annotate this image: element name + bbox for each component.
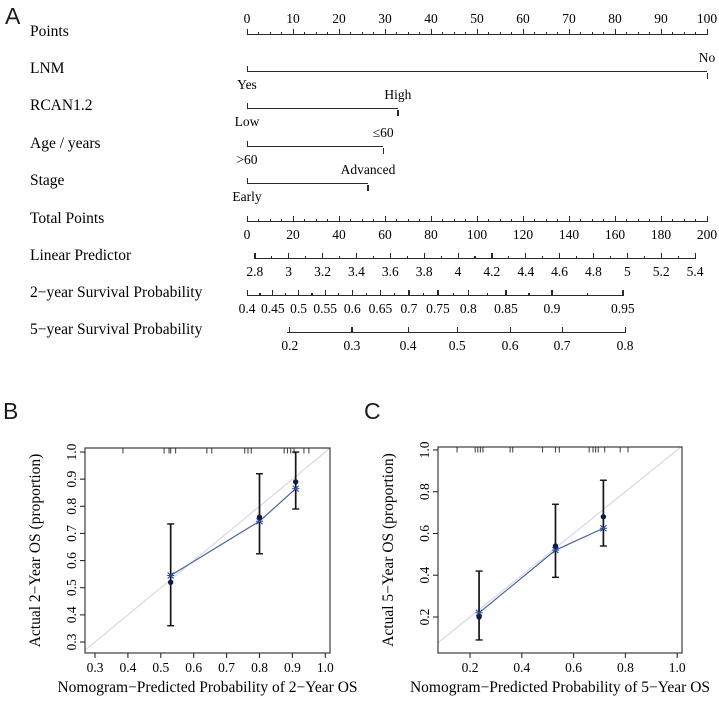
observed-dot-calibration-2yr [257,514,262,519]
minor-tick-2-year-survival-probability [259,293,260,296]
minor-tick-2-year-survival-probability [528,293,529,296]
minor-tick-linear-predictor [407,256,408,259]
row-label-rcan1-2: RCAN1.2 [30,97,93,114]
minor-tick-total-points [281,219,282,222]
tick-label-total-points: 200 [696,227,718,242]
x-tick-label-calibration-5yr: 0.8 [616,660,634,675]
minor-tick-linear-predictor [610,256,611,259]
major-tick-linear-predictor [424,253,425,259]
minor-tick-points [684,32,685,35]
major-tick-total-points [707,216,708,222]
panel-c-label: C [364,398,381,424]
y-tick-label-calibration-5yr: 1.0 [417,441,432,459]
tick-label-total-points: 100 [466,227,488,242]
observed-dot-calibration-5yr [476,614,481,619]
x-tick-label-calibration-5yr: 0.4 [513,660,531,675]
x-tick-label-calibration-2yr: 0.9 [283,660,301,675]
major-tick-total-points [477,216,478,222]
tick-label-points: 20 [332,11,346,26]
y-tick-label-calibration-2yr: 0.6 [64,552,79,570]
tick-label-linear-predictor: 2.8 [246,264,264,279]
minor-tick-points [557,32,558,35]
tick-label-linear-predictor: 3.6 [381,264,399,279]
x-tick-label-calibration-5yr: 0.2 [461,660,479,675]
tick-label-points: 80 [608,11,622,26]
major-tick-points [707,29,708,35]
axis-line-rcan1-2 [247,108,398,109]
minor-tick-total-points [270,219,271,222]
category-label-advanced: Advanced [340,162,396,177]
observed-dot-calibration-2yr [168,580,173,585]
minor-tick-points [258,32,259,35]
major-tick-linear-predictor [288,253,289,259]
tick-label-linear-predictor: 4.2 [483,264,501,279]
minor-tick-2-year-survival-probability [366,293,367,296]
y-tick-label-calibration-2yr: 1.0 [64,443,79,461]
major-tick-linear-predictor [559,253,560,259]
major-tick-linear-predictor [695,253,696,259]
plot-box-calibration-5yr [438,447,682,653]
tick-label-linear-predictor: 3 [285,264,293,279]
x-tick-label-calibration-2yr: 0.3 [86,660,104,675]
minor-tick-total-points [258,219,259,222]
minor-tick-total-points [592,219,593,222]
minor-tick-linear-predictor [339,256,340,259]
tick-label-total-points: 40 [332,227,346,242]
minor-tick-points [546,32,547,35]
minor-tick-total-points [546,219,547,222]
major-tick-5-year-survival-probability [625,327,626,333]
minor-tick-points [281,32,282,35]
category-label-no: No [698,50,716,65]
minor-tick-total-points [638,219,639,222]
minor-tick-points [350,32,351,35]
y-tick-label-calibration-5yr: 0.2 [417,608,432,626]
tick-label-5-year-survival-probability: 0.4 [399,338,417,353]
minor-tick-points [580,32,581,35]
tick-label-linear-predictor: 3.4 [347,264,365,279]
row-label-total-points: Total Points [30,210,105,227]
observed-dot-calibration-5yr [601,514,606,519]
major-tick-points [339,29,340,35]
major-tick-5-year-survival-probability [289,327,290,333]
tick-label-linear-predictor: 5.4 [686,264,704,279]
tick-label-points: 0 [243,11,251,26]
major-tick-linear-predictor [661,253,662,259]
minor-tick-total-points [327,219,328,222]
major-tick-linear-predictor [593,253,594,259]
tick-label-2-year-survival-probability: 0.55 [313,301,337,316]
axis-line-stage [247,183,368,184]
major-tick-points [477,29,478,35]
major-tick-points [615,29,616,35]
x-tick-label-calibration-2yr: 0.4 [119,660,137,675]
tick-label-points: 60 [516,11,530,26]
major-tick-total-points [523,216,524,222]
y-tick-label-calibration-2yr: 0.9 [64,470,79,488]
minor-tick-total-points [465,219,466,222]
minor-tick-linear-predictor [542,256,543,259]
row-label-lnm: LNM [30,60,65,77]
major-tick-linear-predictor [356,253,357,259]
axis-line-lnm [247,71,707,72]
major-tick-total-points [431,216,432,222]
tick-label-points: 50 [470,11,484,26]
minor-tick-2-year-survival-probability [394,293,395,296]
minor-tick-points [603,32,604,35]
ideal-line-calibration-5yr [438,447,681,643]
minor-tick-2-year-survival-probability [311,293,312,296]
tick-label-total-points: 140 [558,227,580,242]
major-tick-2-year-survival-probability [468,290,469,296]
tick-label-points: 90 [654,11,668,26]
minor-tick-points [695,32,696,35]
y-tick-label-calibration-2yr: 0.5 [64,579,79,597]
tick-label-2-year-survival-probability: 0.65 [368,301,393,316]
minor-tick-points [316,32,317,35]
axis-line-age-years [247,146,383,147]
minor-tick-points [592,32,593,35]
category-label-yes: Yes [237,77,257,92]
minor-tick-total-points [488,219,489,222]
major-tick-linear-predictor [627,253,628,259]
tick-label-5-year-survival-probability: 0.7 [553,338,571,353]
observed-dot-calibration-2yr [293,479,298,484]
tick-label-2-year-survival-probability: 0.6 [343,301,361,316]
start-tick-lnm [247,66,248,72]
minor-tick-points [672,32,673,35]
y-tick-label-calibration-5yr: 0.4 [417,566,432,584]
minor-tick-total-points [316,219,317,222]
x-tick-label-calibration-5yr: 0.6 [565,660,583,675]
x-tick-label-calibration-2yr: 1.0 [316,660,334,675]
calibration-plots [0,395,719,711]
tick-label-linear-predictor: 5.2 [652,264,670,279]
tick-label-2-year-survival-probability: 0.75 [426,301,450,316]
minor-tick-total-points [454,219,455,222]
tick-label-linear-predictor: 3.2 [314,264,331,279]
major-tick-total-points [661,216,662,222]
major-tick-total-points [569,216,570,222]
minor-tick-linear-predictor [373,256,374,259]
minor-tick-2-year-survival-probability [423,293,424,296]
category-label-60: >60 [236,152,258,167]
tick-label-points: 10 [286,11,300,26]
major-tick-points [247,29,248,35]
tick-label-2-year-survival-probability: 0.45 [260,301,285,316]
tick-label-2-year-survival-probability: 0.5 [290,301,307,316]
minor-tick-2-year-survival-probability [338,293,339,296]
major-tick-linear-predictor [491,253,492,259]
start-tick-rcan1-2 [247,103,248,109]
end-tick-stage [367,185,368,191]
tick-label-linear-predictor: 4.6 [551,264,569,279]
major-tick-5-year-survival-probability [510,327,511,333]
row-label-stage: Stage [30,172,65,189]
ideal-line-calibration-2yr [85,448,330,650]
minor-tick-linear-predictor [576,256,577,259]
major-tick-5-year-survival-probability [562,327,563,333]
major-tick-linear-predictor [458,253,459,259]
minor-tick-points [362,32,363,35]
major-tick-2-year-survival-probability [247,290,248,296]
minor-tick-points [488,32,489,35]
row-label-2-year-survival-probability: 2−year Survival Probability [30,284,203,301]
tick-label-total-points: 80 [424,227,438,242]
minor-tick-total-points [373,219,374,222]
tick-label-points: 70 [562,11,576,26]
category-label-early: Early [232,189,262,204]
tick-label-5-year-survival-probability: 0.6 [501,338,519,353]
minor-tick-total-points [396,219,397,222]
minor-tick-total-points [362,219,363,222]
minor-tick-total-points [603,219,604,222]
row-label-points: Points [30,23,69,40]
x-tick-label-calibration-2yr: 0.7 [218,660,236,675]
x-tick-label-calibration-2yr: 0.8 [251,660,268,675]
minor-tick-total-points [419,219,420,222]
tick-label-linear-predictor: 5 [623,264,631,279]
major-tick-points [385,29,386,35]
x-tick-label-calibration-5yr: 1.0 [668,660,686,675]
minor-tick-total-points [500,219,501,222]
major-tick-5-year-survival-probability [457,327,458,333]
major-tick-total-points [615,216,616,222]
minor-tick-points [304,32,305,35]
major-tick-points [293,29,294,35]
y-tick-label-calibration-5yr: 0.6 [417,525,432,542]
tick-label-5-year-survival-probability: 0.5 [448,338,466,353]
minor-tick-linear-predictor [644,256,645,259]
tick-label-2-year-survival-probability: 0.9 [543,301,561,316]
minor-tick-total-points [534,219,535,222]
tick-label-linear-predictor: 4.4 [517,264,535,279]
major-tick-linear-predictor [322,253,323,259]
major-tick-2-year-survival-probability [325,290,326,296]
start-tick-age-years [247,141,248,147]
minor-tick-points [638,32,639,35]
tick-label-linear-predictor: 4.8 [585,264,602,279]
bias-corrected-line-calibration-5yr [479,528,603,613]
minor-tick-total-points [442,219,443,222]
minor-tick-points [500,32,501,35]
major-tick-2-year-survival-probability [505,290,506,296]
minor-tick-linear-predictor [271,256,272,259]
major-tick-total-points [247,216,248,222]
minor-tick-points [534,32,535,35]
major-tick-linear-predictor [254,253,255,259]
major-tick-2-year-survival-probability [408,290,409,296]
minor-tick-points [408,32,409,35]
y-tick-label-calibration-2yr: 0.3 [64,633,79,651]
y-tick-label-calibration-5yr: 0.8 [417,483,432,501]
major-tick-total-points [293,216,294,222]
tick-label-linear-predictor: 3.8 [415,264,433,279]
tick-label-2-year-survival-probability: 0.8 [459,301,477,316]
major-tick-points [569,29,570,35]
minor-tick-points [270,32,271,35]
y-axis-title-calibration-2yr: Actual 2−Year OS (proportion) [27,453,44,648]
major-tick-2-year-survival-probability [272,290,273,296]
major-tick-total-points [385,216,386,222]
category-label-low: Low [234,114,260,129]
major-tick-points [523,29,524,35]
minor-tick-total-points [684,219,685,222]
minor-tick-2-year-survival-probability [587,293,588,296]
minor-tick-linear-predictor [441,256,442,259]
minor-tick-points [442,32,443,35]
category-label-60: ≤60 [372,125,394,140]
minor-tick-points [465,32,466,35]
minor-tick-points [396,32,397,35]
tick-label-points: 30 [378,11,392,26]
x-axis-title-calibration-2yr: Nomogram−Predicted Probability of 2−Year OS [57,679,358,696]
major-tick-2-year-survival-probability [622,290,623,296]
minor-tick-points [419,32,420,35]
minor-tick-total-points [304,219,305,222]
major-tick-linear-predictor [390,253,391,259]
major-tick-points [661,29,662,35]
y-tick-label-calibration-2yr: 0.7 [64,525,79,542]
minor-tick-total-points [580,219,581,222]
minor-tick-total-points [649,219,650,222]
y-axis-title-calibration-5yr: Actual 5−Year OS (proportion) [380,453,397,647]
minor-tick-linear-predictor [678,256,679,259]
tick-label-total-points: 120 [512,227,534,242]
end-tick-age-years [383,148,384,154]
y-tick-label-calibration-2yr: 0.8 [64,497,79,515]
minor-tick-total-points [511,219,512,222]
major-tick-2-year-survival-probability [437,290,438,296]
minor-tick-total-points [557,219,558,222]
minor-tick-points [511,32,512,35]
tick-label-total-points: 20 [286,227,300,242]
panel-b-label: B [3,398,19,424]
row-label-5-year-survival-probability: 5−year Survival Probability [30,321,203,338]
tick-label-points: 40 [424,11,438,26]
tick-label-5-year-survival-probability: 0.3 [343,338,361,353]
tick-label-2-year-survival-probability: 0.85 [494,301,518,316]
tick-label-total-points: 180 [650,227,672,242]
tick-label-2-year-survival-probability: 0.4 [238,301,256,316]
tick-label-total-points: 60 [378,227,392,242]
major-tick-linear-predictor [525,253,526,259]
minor-tick-total-points [672,219,673,222]
major-tick-2-year-survival-probability [298,290,299,296]
tick-label-points: 100 [696,11,718,26]
tick-label-5-year-survival-probability: 0.2 [281,338,299,353]
major-tick-5-year-survival-probability [408,327,409,333]
minor-tick-total-points [408,219,409,222]
minor-tick-linear-predictor [474,256,475,259]
row-label-linear-predictor: Linear Predictor [30,247,132,264]
y-tick-label-calibration-2yr: 0.4 [64,606,79,624]
tick-label-total-points: 0 [243,227,251,242]
minor-tick-total-points [695,219,696,222]
start-tick-stage [247,178,248,184]
minor-tick-points [373,32,374,35]
minor-tick-total-points [350,219,351,222]
end-tick-lnm [707,73,708,79]
minor-tick-total-points [626,219,627,222]
tick-label-total-points: 160 [604,227,626,242]
tick-label-2-year-survival-probability: 0.7 [400,301,418,316]
tick-label-2-year-survival-probability: 0.95 [611,301,635,316]
minor-tick-2-year-survival-probability [453,293,454,296]
minor-tick-2-year-survival-probability [487,293,488,296]
major-tick-2-year-survival-probability [551,290,552,296]
x-axis-title-calibration-5yr: Nomogram−Predicted Probability of 5−Year OS [409,679,711,696]
bias-corrected-line-calibration-2yr [171,489,296,576]
minor-tick-points [649,32,650,35]
minor-tick-points [626,32,627,35]
major-tick-total-points [339,216,340,222]
row-label-age-years: Age / years [30,135,101,152]
minor-tick-points [454,32,455,35]
tick-label-linear-predictor: 4 [454,264,462,279]
x-tick-label-calibration-2yr: 0.5 [152,660,170,675]
minor-tick-linear-predictor [508,256,509,259]
major-tick-2-year-survival-probability [352,290,353,296]
minor-tick-linear-predictor [305,256,306,259]
category-label-high: High [384,87,412,102]
major-tick-points [431,29,432,35]
panel-a-label: A [5,3,21,29]
minor-tick-2-year-survival-probability [285,293,286,296]
minor-tick-points [327,32,328,35]
end-tick-rcan1-2 [397,110,398,116]
tick-label-5-year-survival-probability: 0.8 [616,338,634,353]
major-tick-2-year-survival-probability [380,290,381,296]
axis-line-2-year-survival-probability [247,295,623,296]
observed-dot-calibration-5yr [553,543,558,548]
major-tick-5-year-survival-probability [351,327,352,333]
x-tick-label-calibration-2yr: 0.6 [185,660,203,675]
